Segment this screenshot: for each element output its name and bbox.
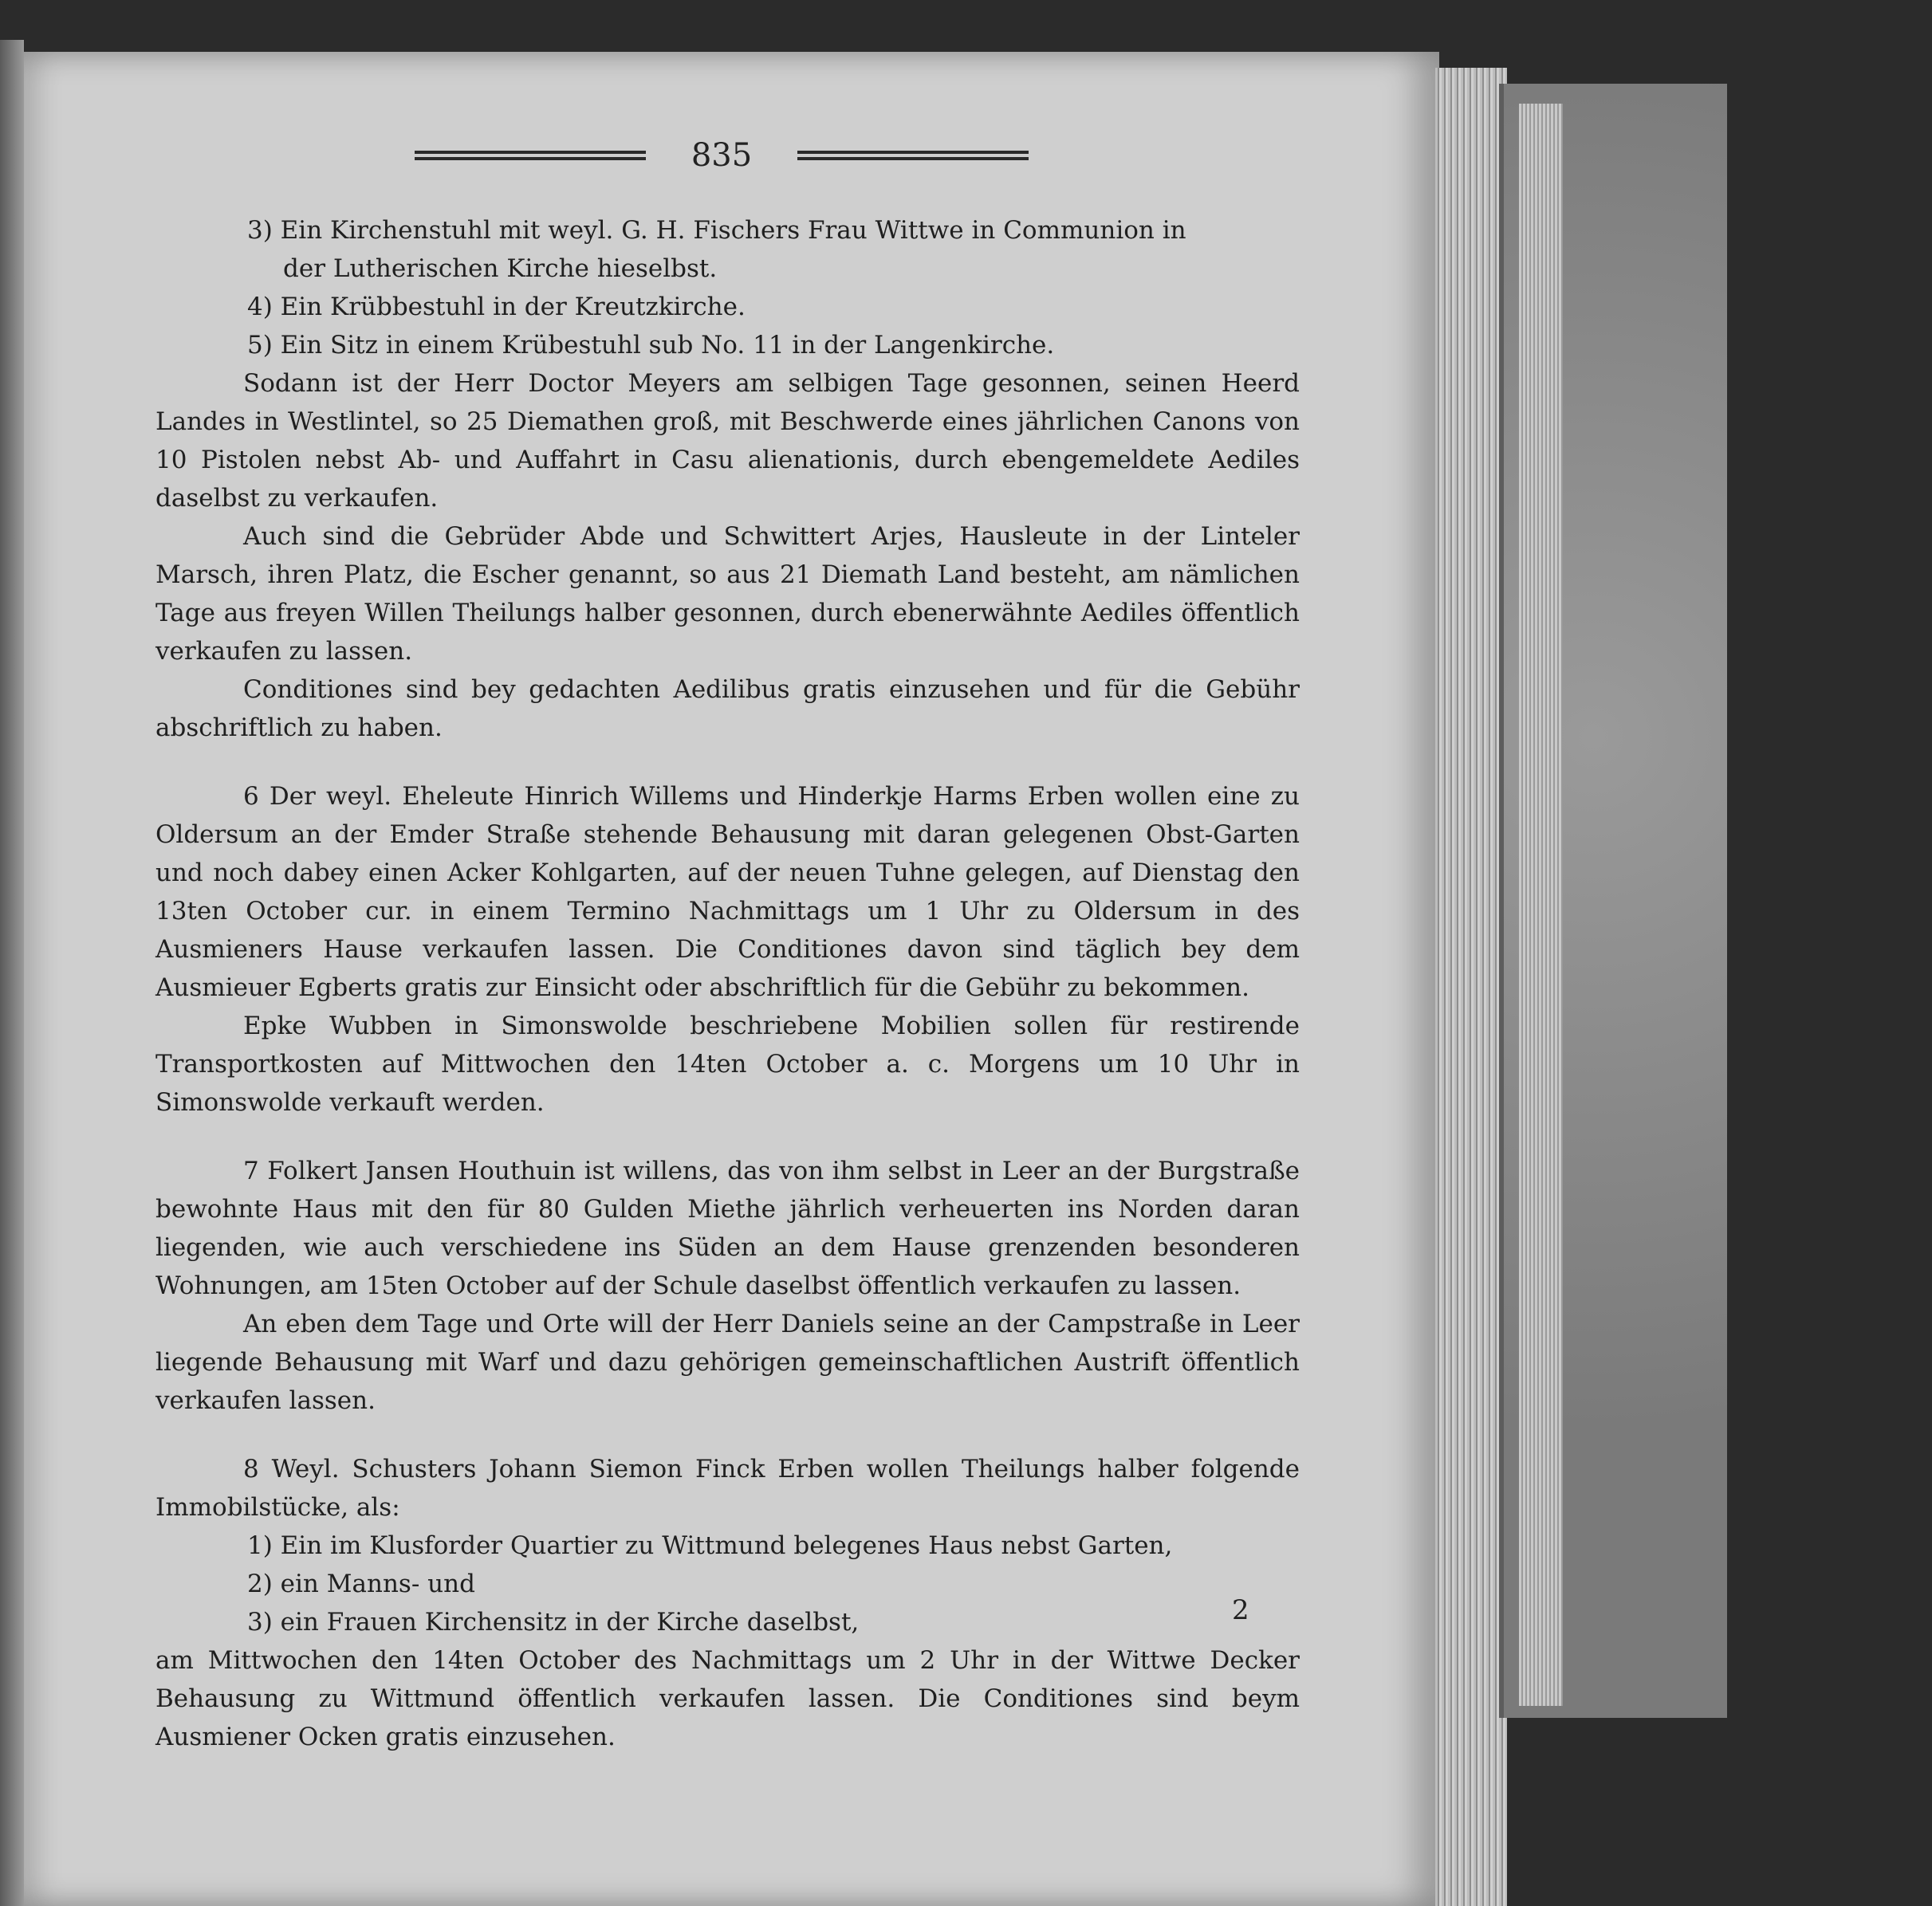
paragraph-notice-6: 6 Der weyl. Eheleute Hinrich Willems und Hinderkje Harms Erben wollen eine zu Oldersum an der Emder Straße stehende Behausung mit daran gelegenen Obst-Garten und noch dabey einen Acker Kohlgarten, auf der neuen Tuhne gelegen, auf Dienstag den 13ten October cur. in einem Termino Nachmittags um 1 Uhr zu Oldersum in des Ausmieners Hause verkaufen lassen. Die Conditiones davon sind täglich bey dem Ausmieuer Egberts gratis zur Einsicht oder abschriftlich für die Gebühr zu bekommen. — [155, 782, 1300, 1002]
list-item: 3) ein Frauen Kirchensitz in der Kirche daselbst, — [247, 1608, 860, 1637]
page-header — [415, 132, 1029, 179]
paragraph: Conditiones sind bey gedachten Aedilibus gratis einzusehen und für die Gebühr abschriftlich zu haben. — [155, 675, 1300, 742]
list-item: 4) Ein Krübbestuhl in der Kreutzkirche. — [247, 293, 746, 321]
header-rule-left — [415, 151, 646, 160]
paragraph: An eben dem Tage und Orte will der Herr Daniels seine an der Campstraße in Leer liegende Behausung mit Warf und dazu gehörigen gemeinschaftlichen Austrift öffentlich verkaufen lassen. — [155, 1310, 1300, 1415]
cover-page-edges — [1519, 104, 1563, 1706]
paragraph-notice-7: 7 Folkert Jansen Houthuin ist willens, das von ihm selbst in Leer an der Burgstraße bewohnte Haus mit den für 80 Gulden Miethe jährlich verheuerten ins Norden daran liegenden, wie auch verschiedene ins Süden an dem Hause grenzenden besonderen Wohnungen, am 15ten October auf der Schule daselbst öffentlich verkaufen zu lassen. — [155, 1157, 1300, 1300]
catchword: 2 — [1232, 1594, 1249, 1626]
paragraph: Epke Wubben in Simonswolde beschriebene Mobilien sollen für restirende Transportkosten auf Mittwochen den 14ten October a. c. Morgens um 10 Uhr in Simonswolde verkauft werden. — [155, 1012, 1300, 1117]
list-item: 1) Ein im Klusforder Quartier zu Wittmund belegenes Haus nebst Garten, — [247, 1531, 1173, 1560]
closing-paragraph: am Mittwochen den 14ten October des Nachmittags um 2 Uhr in der Wittwe Decker Behausung zu Wittmund öffentlich verkaufen lassen. Die Conditiones sind beym Ausmiener Ocken gratis einzusehen. — [155, 1646, 1300, 1751]
list-item: 5) Ein Sitz in einem Krübestuhl sub No. 11 in der Langenkirche. — [247, 331, 1055, 360]
list-item-continuation: der Lutherischen Kirche hieselbst. — [283, 254, 718, 283]
left-page-edge — [0, 40, 24, 1906]
paragraph: Sodann ist der Herr Doctor Meyers am selbigen Tage gesonnen, seinen Heerd Landes in Westlintel, so 25 Diemathen groß, mit Beschwerde eines jährlichen Canons von 10 Pistolen nebst Ab- und Auffahrt in Casu alienationis, durch ebengemeldete Aediles daselbst zu verkaufen. — [155, 369, 1300, 513]
paragraph: Auch sind die Gebrüder Abde und Schwittert Arjes, Hausleute in der Linteler Marsch, ihren Platz, die Escher genannt, so aus 21 Diemath Land besteht, am nämlichen Tage aus freyen Willen Theilungs halber gesonnen, durch ebenerwähnte Aediles öffentlich verkaufen zu lassen. — [155, 522, 1300, 666]
list-item: 3) Ein Kirchenstuhl mit weyl. G. H. Fischers Frau Wittwe in Communion in — [247, 216, 1186, 245]
page-number: 835 — [691, 137, 753, 174]
page-block-edges — [1435, 68, 1507, 1906]
header-rule-right — [797, 151, 1029, 160]
list-item: 2) ein Manns- und — [247, 1570, 475, 1598]
body-text — [155, 211, 1300, 1756]
paragraph-notice-8: 8 Weyl. Schusters Johann Siemon Finck Erben wollen Theilungs halber folgende Immobilstücke, als: — [155, 1455, 1300, 1522]
